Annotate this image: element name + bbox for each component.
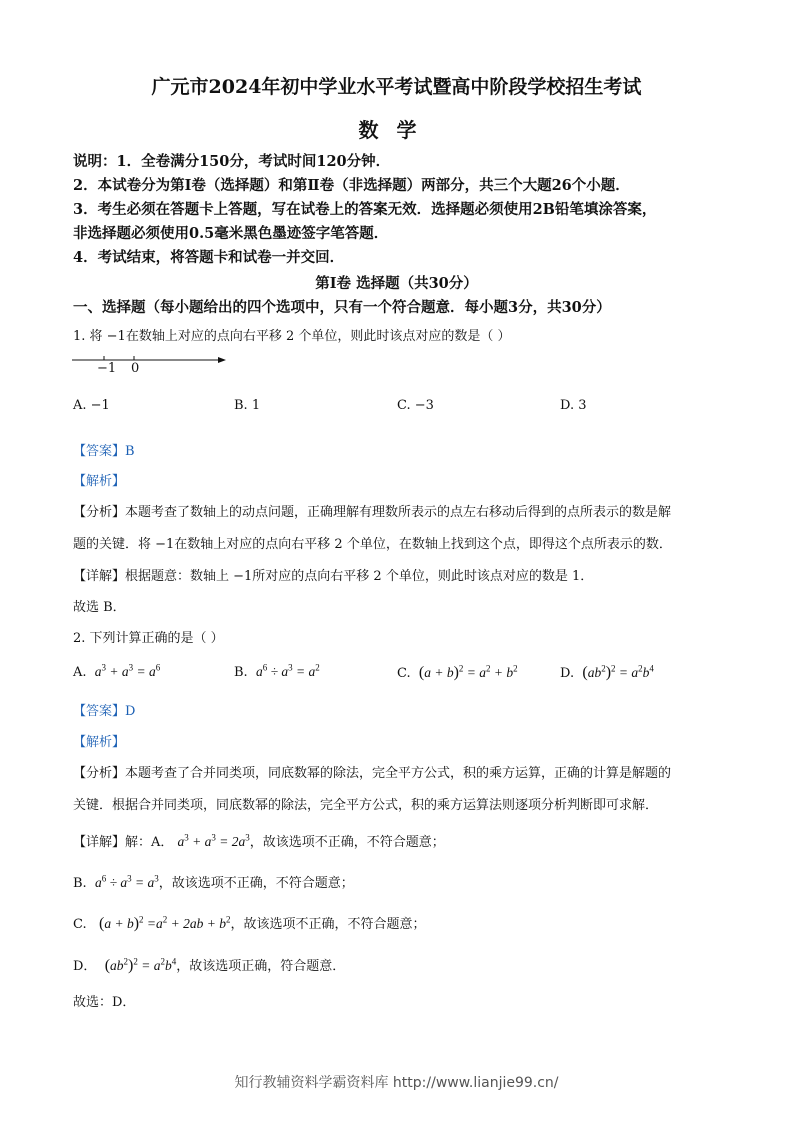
q2-detail-c-suffix: ，故该选项不正确，不符合题意； <box>230 917 426 932</box>
q1-option-d: D. 3 <box>560 398 587 413</box>
q2-detail-b-suffix: ，故该选项不正确，不符合题意； <box>158 876 354 891</box>
section-title: 第Ⅰ卷 选择题（共30分） <box>315 275 478 292</box>
q2-option-b: B. $a^6 \div a^3 = a^2$ <box>234 662 320 680</box>
q2-answer: 【答案】D <box>73 704 136 719</box>
axis-label-minus-1: −1 <box>97 361 117 376</box>
q1-conclusion: 故选 B． <box>73 600 126 615</box>
q2-option-c: C. $(a + b)^2 = a^2 + b^2$ <box>397 663 518 681</box>
q2-detail-b: B. $a^6 \div a^3 = a^3$，故该选项不正确，不符合题意； <box>73 873 354 891</box>
q1-option-c: C. −3 <box>397 398 434 413</box>
q1-detail: 【详解】根据题意：数轴上 −1所对应的点向右平移 2 个单位，则此时该点对应的数是 1． <box>73 569 594 584</box>
q2-detail-d: D． $(ab^2)^2 = a^2b^4$，故该选项正确，符合题意． <box>73 956 346 974</box>
footer-watermark: 知行教辅资料学霸资料库 http://www.lianjie99.cn/ <box>234 1075 559 1091</box>
q2-analysis-line-2: 关键．根据合并同类项，同底数幂的除法，完全平方公式，积的乘方运算法则逐项分析判断即可求解． <box>73 798 659 813</box>
q1-answer: 【答案】B <box>73 444 135 459</box>
q1-analysis-tag: 【解析】 <box>73 474 126 489</box>
q2-detail-d-suffix: ，故该选项正确，符合题意． <box>176 959 346 974</box>
instruction-3: 3．考生必须在答题卡上答题，写在试卷上的答案无效．选择题必须使用2B铅笔填涂答案， <box>73 201 657 218</box>
number-line <box>70 352 230 388</box>
q2-option-a: A. $a^3 + a^3 = a^6$ <box>73 662 161 680</box>
q1-stem: 1. 将 −1在数轴上对应的点向右平移 2 个单位，则此时该点对应的数是（ ） <box>73 329 511 344</box>
q2-option-d: D. $(ab^2)^2 = a^2b^4$ <box>560 663 654 681</box>
subject-title: 数学 <box>358 118 435 142</box>
q1-analysis-line-1: 【分析】本题考查了数轴上的动点问题，正确理解有理数所表示的点左右移动后得到的点所表示的数是解 <box>73 505 672 520</box>
instruction-1: 说明：1．全卷满分150分，考试时间120分钟． <box>73 153 391 170</box>
axis-label-zero: 0 <box>131 361 140 376</box>
q2-stem: 2. 下列计算正确的是（ ） <box>73 631 224 646</box>
instruction-3-cont: 非选择题必须使用0.5毫米黑色墨迹签字笔答题． <box>73 225 389 242</box>
q2-analysis-line-1: 【分析】本题考查了合并同类项，同底数幂的除法，完全平方公式，积的乘方运算，正确的计算是解题的 <box>73 766 672 781</box>
q2-detail-c: C. $(a + b)^2 =a^2 + 2ab + b^2$，故该选项不正确，不符合题意； <box>73 914 426 932</box>
q2-detail-prefix: 【详解】解：A． <box>73 835 174 850</box>
instruction-2: 2．本试卷分为第Ⅰ卷（选择题）和第Ⅱ卷（非选择题）两部分，共三个大题26个小题． <box>73 177 630 194</box>
q1-option-b: B. 1 <box>234 398 261 413</box>
q1-analysis-line-2: 题的关键．将 −1在数轴上对应的点向右平移 2 个单位，在数轴上找到这个点，即得这个点所表示的数． <box>73 537 672 552</box>
q2-detail-a: 【详解】解：A． $a^3 + a^3 = 2a^3$，故该选项不正确，不符合题意； <box>73 832 445 850</box>
axis-arrow <box>218 357 226 363</box>
instruction-4: 4．考试结束，将答题卡和试卷一并交回． <box>73 249 345 266</box>
q2-analysis-tag: 【解析】 <box>73 735 126 750</box>
q2-detail-a-suffix: ，故该选项不正确，不符合题意； <box>249 835 445 850</box>
part-title: 一、选择题（每小题给出的四个选项中，只有一个符合题意．每小题3分，共30分） <box>73 299 611 316</box>
q2-conclusion: 故选：D． <box>73 995 136 1010</box>
page-title: 广元市2024年初中学业水平考试暨高中阶段学校招生考试 <box>151 76 642 98</box>
q1-option-a: A. −1 <box>73 398 110 413</box>
